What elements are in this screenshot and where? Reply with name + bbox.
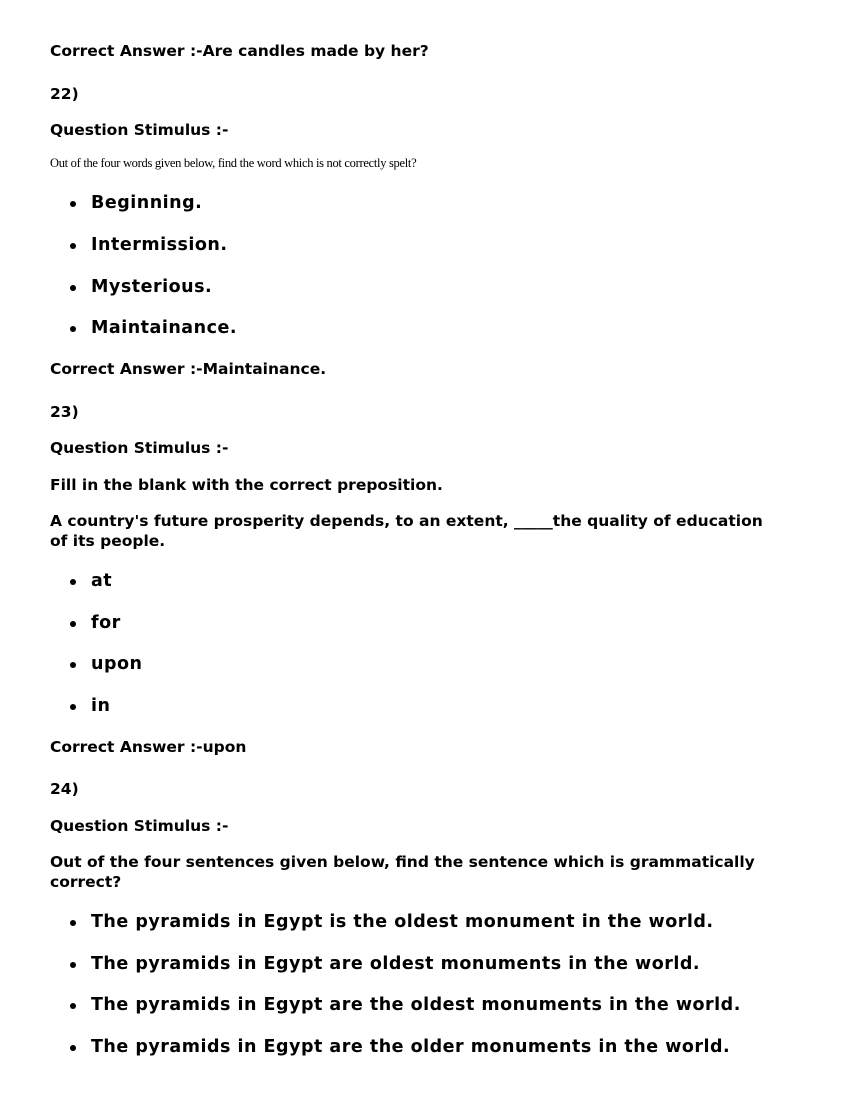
question-number: 23) [50,403,79,421]
bullet-icon [70,243,76,249]
option-item: The pyramids in Egypt are the oldest monuments in the world. [91,995,741,1015]
question-stimulus-label: Question Stimulus :- [50,439,229,457]
bullet-icon [70,201,76,207]
option-item: The pyramids in Egypt are oldest monuments in the world. [91,954,701,974]
option-item: Beginning. [91,193,203,213]
bullet-icon [70,920,76,926]
question-prompt: Out of the four words given below, find the word which is not correctly spelt? [50,156,417,170]
question-stimulus-label: Question Stimulus :- [50,121,229,139]
question-stimulus-label: Question Stimulus :- [50,817,229,835]
bullet-icon [70,1003,76,1009]
option-item: for [91,613,121,633]
question-sentence: A country's future prosperity depends, to an extent, _____the quality of education of its people. [50,512,763,550]
option-item: at [91,571,113,591]
bullet-icon [70,326,76,332]
correct-answer: Correct Answer :-upon [50,738,247,756]
option-item: Maintainance. [91,318,237,338]
question-prompt: Out of the four sentences given below, find the sentence which is grammatically correct? [50,853,755,891]
option-item: upon [91,654,143,674]
bullet-icon [70,1045,76,1051]
correct-answer-previous: Correct Answer :-Are candles made by her? [50,42,429,60]
bullet-icon [70,621,76,627]
question-number: 24) [50,780,79,798]
bullet-icon [70,704,76,710]
bullet-icon [70,662,76,668]
option-item: in [91,696,111,716]
question-instruction: Fill in the blank with the correct preposition. [50,476,443,494]
option-item: Intermission. [91,235,228,255]
correct-answer: Correct Answer :-Maintainance. [50,360,327,378]
question-number: 22) [50,85,79,103]
bullet-icon [70,285,76,291]
option-item: The pyramids in Egypt is the oldest monument in the world. [91,912,714,932]
option-item: Mysterious. [91,277,213,297]
bullet-icon [70,962,76,968]
bullet-icon [70,579,76,585]
option-item: The pyramids in Egypt are the older monuments in the world. [91,1037,731,1057]
